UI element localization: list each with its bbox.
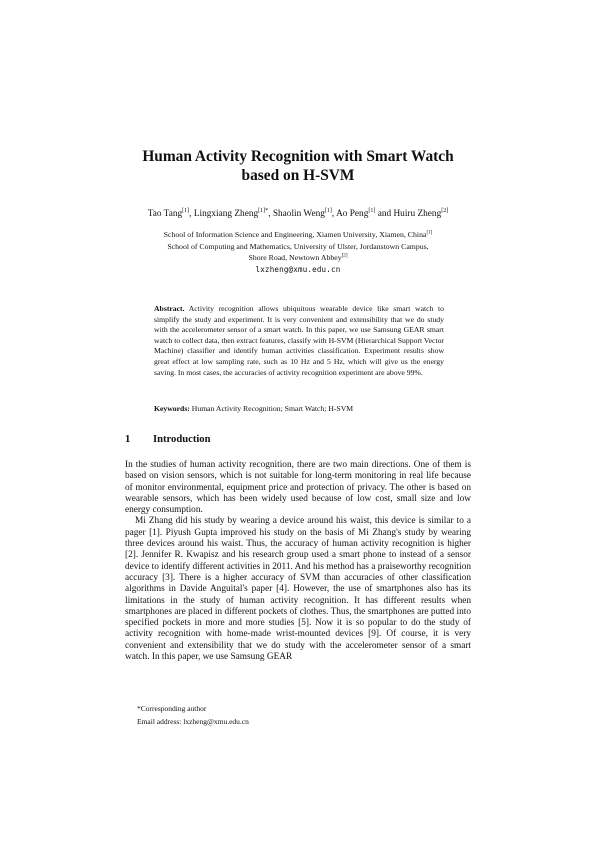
author-list xyxy=(40,208,556,220)
title-line-1: Human Activity Recognition with Smart Watch xyxy=(142,148,454,165)
keywords xyxy=(154,404,444,414)
affiliation-mark: [2] xyxy=(341,252,348,259)
author-separator: and xyxy=(375,209,394,219)
affiliation-line xyxy=(90,252,506,264)
affiliation-text: School of Information Science and Engineering, Xiamen University, Xiamen, China xyxy=(163,230,427,239)
author-name: Tao Tang xyxy=(147,209,183,219)
author-name: Shaolin Weng xyxy=(272,209,325,219)
author-name: Huiru Zheng xyxy=(393,209,442,219)
affiliations xyxy=(90,229,506,275)
affiliation-line xyxy=(90,229,506,241)
author-separator: , xyxy=(189,209,194,219)
author-separator: , xyxy=(268,209,273,219)
keywords-label: Keywords: xyxy=(154,404,190,413)
abstract-label: Abstract. xyxy=(154,304,185,313)
footnote-email: Email address: lxzheng@xmu.edu.cn xyxy=(137,716,249,726)
body-text xyxy=(125,460,471,663)
footnote-corresponding: *Corresponding author xyxy=(137,704,207,713)
affiliation-text: Shore Road, Newtown Abbey xyxy=(248,253,342,262)
abstract-text: Activity recognition allows ubiquitous wearable device like smart watch to simplify the study and experiment. It is very convenient and extensibility that we do study with the accelerometer sensor of a smart watch. In this paper, we use Samsung GEAR smart watch to collect data, then extract features, classify with H-SVM (Hierarchical Support Vector Machine) classifier and identify human activities classification. Experiment results show great effect at low sampling rate, such as 10 Hz and 5 Hz, which will give us the energy saving. In most cases, the accuracies of activity recognition experiment are above 99%. xyxy=(154,304,444,377)
paragraph: In the studies of human activity recognition, there are two main directions. One of them is based on vision sensors, which is not suitable for long-term monitoring in real life because of monitor environmental, equipment price and protection of privacy. The other is based on wearable sensors, which has been widely used because of low cost, small size and low energy consumption. xyxy=(125,460,471,516)
abstract xyxy=(154,304,444,378)
author-affiliation-mark: [1]* xyxy=(258,207,269,214)
author-separator: , xyxy=(331,209,337,219)
section-number: 1 xyxy=(125,434,131,445)
footnote xyxy=(137,703,457,728)
section-heading xyxy=(125,433,211,446)
author-name: Lingxiang Zheng xyxy=(193,209,259,219)
paragraph: Mi Zhang did his study by wearing a device around his waist, this device is similar to a pager [1]. Piyush Gupta improved his study on the basis of Mi Zhang's study by wearing three devices around his waist. Thus, the accuracy of human activity recognition is higher [2]. Jennifer R. Kwapisz and his research group used a smart phone to instead of a sensor device to identify different activities in 2011. And his method has a praiseworthy recognition accuracy [3]. There is a higher accuracy of SVM than accuracies of other classification algorithms in Davide Anguital's paper [4]. However, the use of smartphones also has its limitations in the study of human activity recognition. It has different results when smartphones are placed in different pockets of clothes. Thus, the smartphones are putted into specified pockets in more and more studies [5]. Now it is so popular to do the study of activity recognition with home-made wrist-mounted devices [9]. Of course, it is very convenient and extensibility that we do study with the accelerometer sensor of a smart watch. In this paper, we use Samsung GEAR xyxy=(125,516,471,663)
author-name: Ao Peng xyxy=(336,209,369,219)
paper-title xyxy=(90,147,506,185)
author-affiliation-mark: [1] xyxy=(368,207,376,214)
author-affiliation-mark: [2] xyxy=(441,207,449,214)
section-title: Introduction xyxy=(153,434,211,445)
title-line-2: based on H-SVM xyxy=(241,167,355,184)
affiliation-line: School of Computing and Mathematics, University of Ulster, Jordanstown Campus, xyxy=(167,241,429,251)
keywords-text: Human Activity Recognition; Smart Watch; H-SVM xyxy=(191,404,354,413)
contact-email: lxzheng@xmu.edu.cn xyxy=(255,264,341,274)
author-affiliation-mark: [1] xyxy=(324,207,332,214)
affiliation-mark: [1] xyxy=(426,229,433,236)
author-affiliation-mark: [1] xyxy=(182,207,190,214)
